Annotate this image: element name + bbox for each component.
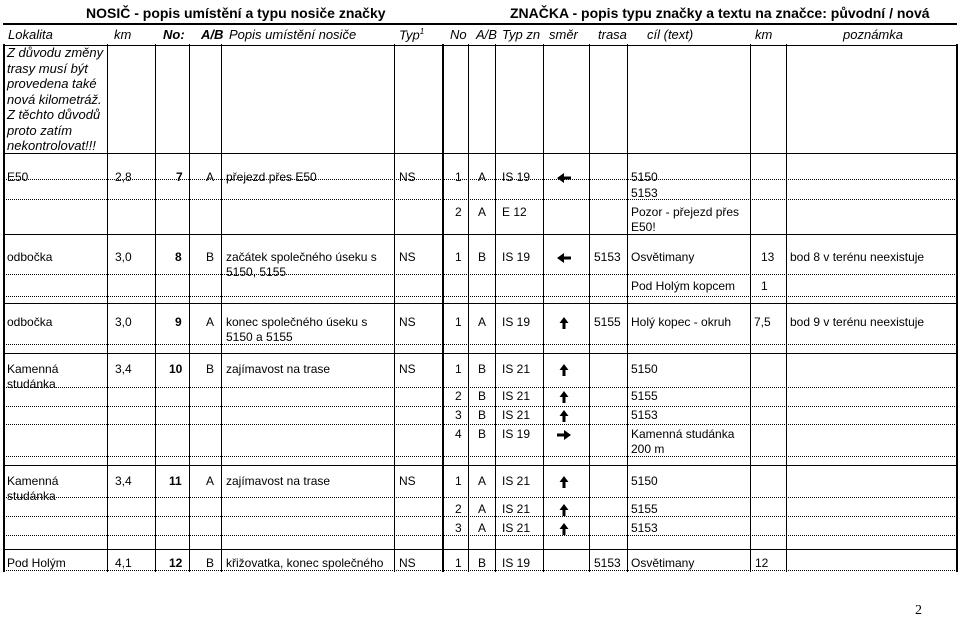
destination-cell: 5155 xyxy=(631,502,658,516)
sign-no-cell: 1 xyxy=(455,474,462,488)
row-separator xyxy=(3,199,957,200)
typ-cell: NS xyxy=(399,556,416,570)
row-separator xyxy=(3,274,957,275)
destination-cell: Osvětimany xyxy=(631,250,695,264)
grid-line xyxy=(956,44,958,572)
typ-cell: NS xyxy=(399,362,416,376)
popis-cell: přejezd přes E50 xyxy=(226,170,317,184)
col-lokalita: Lokalita xyxy=(8,27,53,42)
km-cell: 3,0 xyxy=(115,315,132,329)
route-cell: 5153 xyxy=(594,556,621,570)
typ-cell: NS xyxy=(399,474,416,488)
km-cell: 3,4 xyxy=(115,474,132,488)
sign-ab-cell: A xyxy=(478,521,487,535)
typ-cell: NS xyxy=(399,170,416,184)
arrow-up-icon xyxy=(557,523,571,535)
no-cell: 10 xyxy=(169,362,183,376)
km-cell: 2,8 xyxy=(115,170,132,184)
row-separator xyxy=(3,234,957,235)
lokalita-cell: Kamenná studánka xyxy=(7,362,59,391)
grid-line xyxy=(495,44,496,572)
row-separator xyxy=(3,465,957,466)
destination-cell: 5155 xyxy=(631,389,658,403)
distance-cell: 13 xyxy=(761,250,775,264)
arrow-up-icon xyxy=(557,317,571,329)
grid-line xyxy=(750,44,751,572)
grid-line xyxy=(3,44,5,572)
sign-no-cell: 1 xyxy=(455,315,462,329)
sign-ab-cell: B xyxy=(478,389,487,403)
col-typ-label: Typ xyxy=(399,27,420,43)
col-typzn: Typ zn xyxy=(502,27,541,42)
col-no: No: xyxy=(163,27,185,42)
znacka-section-title: ZNAČKA - popis typu značky a textu na značce: původní / nová xyxy=(510,5,930,21)
popis-cell: zajímavost na trase xyxy=(226,474,331,488)
sign-type-cell: IS 19 xyxy=(502,315,531,329)
row-separator xyxy=(3,549,957,550)
destination-cell: Holý kopec - okruh xyxy=(631,315,732,329)
arrow-up-icon xyxy=(557,504,571,516)
col-km2: km xyxy=(755,27,773,42)
arrow-left-icon xyxy=(557,172,571,184)
destination-cell: 5153 xyxy=(631,408,658,422)
sign-type-cell: IS 21 xyxy=(502,502,531,516)
grid-line xyxy=(786,44,787,572)
typ-cell: NS xyxy=(399,250,416,264)
sign-ab-cell: A xyxy=(478,170,487,184)
lokalita-cell: odbočka xyxy=(7,250,53,264)
column-header-row xyxy=(3,23,957,46)
sign-no-cell: 3 xyxy=(455,408,462,422)
arrow-left-icon xyxy=(557,252,571,264)
grid-line xyxy=(394,44,395,572)
no-cell: 11 xyxy=(169,474,182,488)
sign-no-cell: 1 xyxy=(455,362,462,376)
sign-no-cell: 1 xyxy=(455,250,462,264)
no-cell: 8 xyxy=(175,250,182,264)
row-separator xyxy=(3,406,957,407)
grid-line xyxy=(189,44,190,572)
distance-cell: 12 xyxy=(755,556,769,570)
row-separator xyxy=(3,497,957,498)
sign-no-cell: 1 xyxy=(455,170,462,184)
sign-ab-cell: A xyxy=(478,502,487,516)
nosic-section-title: NOSIČ - popis umístění a typu nosiče značky xyxy=(86,5,386,21)
col-smer: směr xyxy=(549,27,578,42)
grid-line xyxy=(589,44,590,572)
row-separator xyxy=(3,456,957,457)
lokalita-cell: odbočka xyxy=(7,315,53,329)
km-cell: 3,4 xyxy=(115,362,132,376)
lokalita-cell: Pod Holým xyxy=(7,556,66,570)
row-separator xyxy=(3,387,957,388)
sign-type-cell: IS 19 xyxy=(502,170,531,184)
destination-cell: 5150 xyxy=(631,362,658,376)
row-separator xyxy=(3,344,957,345)
sign-no-cell: 2 xyxy=(455,389,462,403)
route-cell: 5153 xyxy=(594,250,621,264)
lokalita-cell: Kamenná studánka xyxy=(7,474,59,503)
sign-ab-cell: B xyxy=(478,408,487,422)
sign-ab-cell: A xyxy=(478,315,487,329)
arrow-up-icon xyxy=(557,476,571,488)
grid-line xyxy=(221,44,222,572)
popis-cell: začátek společného úseku s 5150, 5155 xyxy=(226,250,377,279)
sign-type-cell: IS 21 xyxy=(502,408,531,422)
destination-cell: Pod Holým kopcem xyxy=(631,279,736,293)
col-popis: Popis umístění nosiče xyxy=(229,27,357,42)
destination-cell: 5153 xyxy=(631,186,658,200)
sign-no-cell: 2 xyxy=(455,205,462,219)
sign-ab-cell: A xyxy=(478,474,487,488)
sign-no-cell: 3 xyxy=(455,521,462,535)
col-km: km xyxy=(114,27,132,42)
sign-no-cell: 2 xyxy=(455,502,462,516)
ab-cell: B xyxy=(206,556,215,570)
grid-line xyxy=(107,44,108,572)
ab-cell: B xyxy=(206,362,215,376)
no-cell: 9 xyxy=(175,315,182,329)
no-cell: 12 xyxy=(169,556,183,570)
arrow-up-icon xyxy=(557,364,571,376)
col-cil: cíl (text) xyxy=(647,27,694,42)
row-separator xyxy=(3,424,957,425)
sign-ab-cell: B xyxy=(478,362,487,376)
destination-cell: 5153 xyxy=(631,521,658,535)
distance-cell: 1 xyxy=(761,279,768,293)
col-poznamka: poznámka xyxy=(843,27,903,42)
destination-cell: Pozor - přejezd přes E50! xyxy=(631,205,740,234)
no-cell: 7 xyxy=(176,170,183,184)
sign-type-cell: IS 21 xyxy=(502,389,531,403)
destination-cell: Osvětimany xyxy=(631,556,695,570)
row-separator xyxy=(3,353,957,354)
ab-cell: A xyxy=(206,170,215,184)
distance-cell: 7,5 xyxy=(754,315,771,329)
note-cell: bod 9 v terénu neexistuje xyxy=(790,315,925,329)
sign-type-cell: E 12 xyxy=(502,205,527,219)
col-ab2: A/B xyxy=(476,27,497,42)
grid-line xyxy=(442,44,444,572)
row-separator xyxy=(3,296,957,297)
col-trasa: trasa xyxy=(598,27,627,42)
col-typ-footnote: 1 xyxy=(419,27,425,36)
grid-line xyxy=(627,44,628,572)
destination-cell: Kamenná studánka 200 m xyxy=(631,427,735,456)
grid-line xyxy=(468,44,469,572)
sign-ab-cell: B xyxy=(478,556,487,570)
sign-type-cell: IS 19 xyxy=(502,250,531,264)
km-cell: 3,0 xyxy=(115,250,132,264)
sign-type-cell: IS 19 xyxy=(502,427,531,441)
sign-type-cell: IS 19 xyxy=(502,556,531,570)
destination-cell: 5150 xyxy=(631,170,658,184)
sign-type-cell: IS 21 xyxy=(502,521,531,535)
arrow-up-icon xyxy=(557,391,571,403)
arrow-up-icon xyxy=(557,410,571,422)
sign-type-cell: IS 21 xyxy=(502,362,531,376)
ab-cell: A xyxy=(206,315,215,329)
note-cell: bod 8 v terénu neexistuje xyxy=(790,250,925,264)
sign-no-cell: 4 xyxy=(455,427,462,441)
popis-cell: křižovatka, konec společného xyxy=(226,556,384,570)
km-cell: 4,1 xyxy=(115,556,132,570)
ab-cell: A xyxy=(206,474,215,488)
typ-cell: NS xyxy=(399,315,416,329)
row-separator xyxy=(3,153,957,154)
sign-ab-cell: B xyxy=(478,250,487,264)
sign-type-cell: IS 21 xyxy=(502,474,531,488)
popis-cell: konec společného úseku s 5150 a 5155 xyxy=(226,315,368,344)
grid-line xyxy=(155,44,156,572)
col-no2: No xyxy=(450,27,467,42)
ab-cell: B xyxy=(206,250,215,264)
sign-ab-cell: A xyxy=(478,205,487,219)
destination-cell: 5150 xyxy=(631,474,658,488)
sign-ab-cell: B xyxy=(478,427,487,441)
col-typ xyxy=(399,27,424,42)
table-grid xyxy=(3,44,957,572)
page-number: 2 xyxy=(915,603,922,618)
lokalita-cell: E50 xyxy=(7,170,29,184)
col-ab: A/B xyxy=(201,27,224,42)
recalculation-note: Z důvodu změny trasy musí být provedena také nová kilometráž. Z těchto důvodů proto zatím nekontrolovat!!! xyxy=(7,45,104,153)
row-separator xyxy=(3,303,957,304)
route-cell: 5155 xyxy=(594,315,621,329)
popis-cell: zajímavost na trase xyxy=(226,362,331,376)
sign-no-cell: 1 xyxy=(455,556,462,570)
grid-line xyxy=(543,44,544,572)
arrow-right-icon xyxy=(557,429,571,441)
